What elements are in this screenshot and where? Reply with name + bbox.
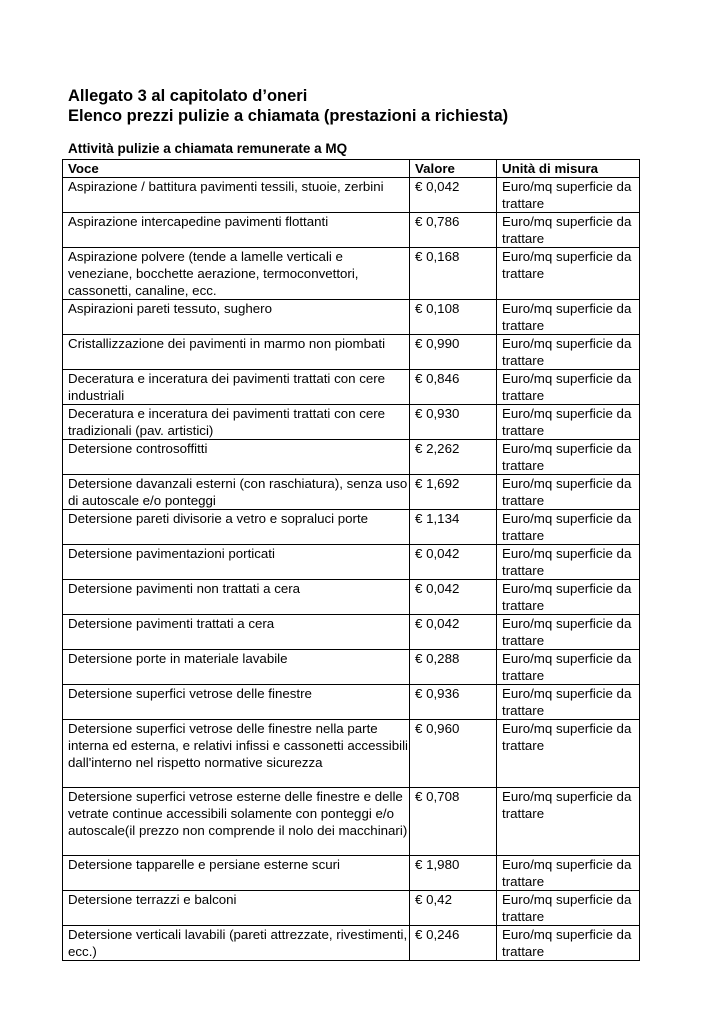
cell-valore: € 0,108 (410, 300, 497, 335)
cell-valore: € 1,980 (410, 856, 497, 891)
cell-valore: € 0,42 (410, 891, 497, 926)
cell-unita: Euro/mq superficie da trattare (497, 650, 640, 685)
cell-unita: Euro/mq superficie da trattare (497, 788, 640, 856)
table-row (63, 178, 640, 213)
cell-voce: Detersione controsoffitti (63, 440, 410, 475)
cell-valore: € 0,936 (410, 685, 497, 720)
table-row (63, 440, 640, 475)
cell-unita: Euro/mq superficie da trattare (497, 213, 640, 248)
document-title (68, 86, 508, 126)
cell-voce: Deceratura e inceratura dei pavimenti trattati con cere tradizionali (pav. artistici) (63, 405, 410, 440)
cell-voce: Cristallizzazione dei pavimenti in marmo non piombati (63, 335, 410, 370)
cell-valore: € 0,846 (410, 370, 497, 405)
cell-valore: € 1,134 (410, 510, 497, 545)
cell-unita: Euro/mq superficie da trattare (497, 248, 640, 300)
cell-voce: Detersione verticali lavabili (pareti attrezzate, rivestimenti, ecc.) (63, 926, 410, 961)
cell-valore: € 0,930 (410, 405, 497, 440)
cell-unita: Euro/mq superficie da trattare (497, 580, 640, 615)
cell-unita: Euro/mq superficie da trattare (497, 475, 640, 510)
cell-voce: Detersione tapparelle e persiane esterne scuri (63, 856, 410, 891)
cell-valore: € 0,960 (410, 720, 497, 788)
cell-unita: Euro/mq superficie da trattare (497, 335, 640, 370)
cell-unita: Euro/mq superficie da trattare (497, 405, 640, 440)
table-row (63, 510, 640, 545)
cell-voce: Detersione superfici vetrose delle finestre (63, 685, 410, 720)
cell-voce: Detersione terrazzi e balconi (63, 891, 410, 926)
cell-valore: € 0,786 (410, 213, 497, 248)
cell-valore: € 0,042 (410, 615, 497, 650)
cell-voce: Detersione pareti divisorie a vetro e sopraluci porte (63, 510, 410, 545)
cell-unita: Euro/mq superficie da trattare (497, 926, 640, 961)
cell-voce: Detersione pavimenti trattati a cera (63, 615, 410, 650)
cell-unita: Euro/mq superficie da trattare (497, 510, 640, 545)
cell-voce: Detersione porte in materiale lavabile (63, 650, 410, 685)
cell-voce: Aspirazione / battitura pavimenti tessili, stuoie, zerbini (63, 178, 410, 213)
cell-unita: Euro/mq superficie da trattare (497, 370, 640, 405)
cell-valore: € 0,990 (410, 335, 497, 370)
cell-voce: Deceratura e inceratura dei pavimenti trattati con cere industriali (63, 370, 410, 405)
cell-valore: € 0,042 (410, 580, 497, 615)
table-row (63, 685, 640, 720)
table-row (63, 615, 640, 650)
cell-valore: € 0,042 (410, 178, 497, 213)
cell-voce: Detersione superfici vetrose delle finestre nella parte interna ed esterna, e relativi infissi e cassonetti accessibili dall'interno nel rispetto normative sicurezza (63, 720, 410, 788)
table-row (63, 475, 640, 510)
cell-unita: Euro/mq superficie da trattare (497, 300, 640, 335)
column-header-unita: Unità di misura (497, 160, 640, 178)
table-header-row (63, 160, 640, 178)
price-table (62, 159, 640, 961)
table-row (63, 335, 640, 370)
cell-unita: Euro/mq superficie da trattare (497, 891, 640, 926)
table-body (63, 178, 640, 961)
cell-voce: Aspirazione polvere (tende a lamelle verticali e veneziane, bocchette aerazione, termoconvettori, cassonetti, canaline, ecc. (63, 248, 410, 300)
title-line-1: Allegato 3 al capitolato d’oneri (68, 87, 308, 105)
cell-valore: € 1,692 (410, 475, 497, 510)
table-row (63, 580, 640, 615)
cell-valore: € 0,708 (410, 788, 497, 856)
table-row (63, 300, 640, 335)
cell-voce: Aspirazioni pareti tessuto, sughero (63, 300, 410, 335)
title-line-2: Elenco prezzi pulizie a chiamata (prestazioni a richiesta) (68, 107, 509, 125)
cell-unita: Euro/mq superficie da trattare (497, 856, 640, 891)
cell-voce: Detersione pavimentazioni porticati (63, 545, 410, 580)
cell-voce: Detersione pavimenti non trattati a cera (63, 580, 410, 615)
column-header-valore: Valore (410, 160, 497, 178)
cell-unita: Euro/mq superficie da trattare (497, 440, 640, 475)
table-row (63, 788, 640, 856)
cell-voce: Detersione davanzali esterni (con raschiatura), senza uso di autoscale e/o ponteggi (63, 475, 410, 510)
table-row (63, 248, 640, 300)
table-row (63, 926, 640, 961)
cell-valore: € 0,042 (410, 545, 497, 580)
column-header-voce: Voce (63, 160, 410, 178)
table-row (63, 891, 640, 926)
table-row (63, 213, 640, 248)
table-row (63, 370, 640, 405)
cell-unita: Euro/mq superficie da trattare (497, 720, 640, 788)
table-row (63, 856, 640, 891)
section-title: Attività pulizie a chiamata remunerate a MQ (68, 141, 348, 156)
cell-valore: € 2,262 (410, 440, 497, 475)
cell-valore: € 0,246 (410, 926, 497, 961)
table-row (63, 650, 640, 685)
cell-valore: € 0,168 (410, 248, 497, 300)
cell-valore: € 0,288 (410, 650, 497, 685)
table-row (63, 545, 640, 580)
cell-unita: Euro/mq superficie da trattare (497, 615, 640, 650)
cell-unita: Euro/mq superficie da trattare (497, 545, 640, 580)
table-row (63, 720, 640, 788)
cell-unita: Euro/mq superficie da trattare (497, 178, 640, 213)
cell-voce: Detersione superfici vetrose esterne delle finestre e delle vetrate continue accessibili solamente con ponteggi e/o autoscale(il prezzo non comprende il nolo dei macchinari) (63, 788, 410, 856)
cell-voce: Aspirazione intercapedine pavimenti flottanti (63, 213, 410, 248)
cell-unita: Euro/mq superficie da trattare (497, 685, 640, 720)
table-row (63, 405, 640, 440)
